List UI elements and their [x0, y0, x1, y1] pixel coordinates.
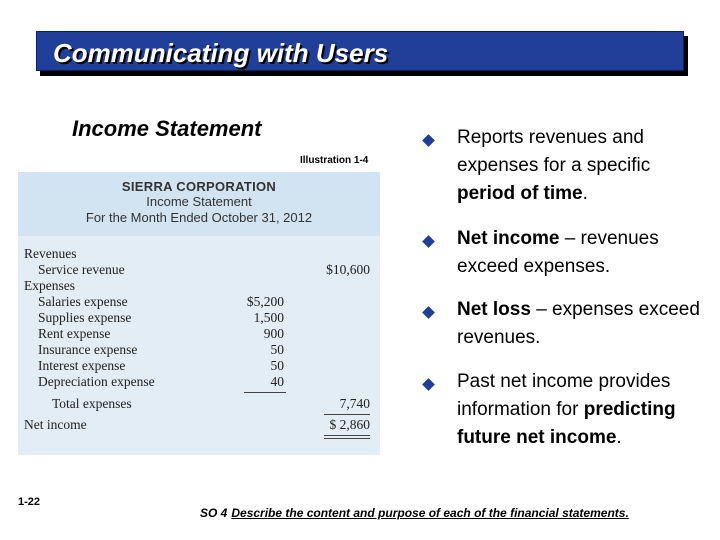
- net-income-amount: $ 2,860: [329, 417, 370, 432]
- revenues-label: Revenues: [24, 246, 77, 261]
- diamond-bullet-icon: [422, 306, 435, 319]
- total-rule: [324, 414, 370, 415]
- bullet-plain-text: – expenses exceed revenues.: [457, 299, 700, 348]
- expense-row: [18, 358, 380, 374]
- expenses-label: Expenses: [24, 278, 75, 293]
- expense-label: Rent expense: [38, 326, 111, 341]
- service-revenue-label: Service revenue: [38, 262, 125, 277]
- bullet-plain-text: Past net income provides information for: [457, 371, 671, 420]
- expense-amount: 50: [270, 342, 284, 357]
- diamond-bullet-icon: [422, 378, 435, 391]
- expense-amount: 40: [270, 374, 284, 389]
- bullet-bold-text: predicting future net income: [457, 399, 676, 448]
- slide-title: Communicating with Users: [53, 38, 389, 68]
- expense-row: [18, 326, 380, 342]
- net-income-label: Net income: [24, 417, 87, 432]
- statement-header: [18, 172, 380, 236]
- expense-row: [18, 342, 380, 358]
- study-objective: [200, 506, 629, 520]
- expense-label: Salaries expense: [38, 294, 128, 309]
- revenues-row: [18, 246, 380, 262]
- expense-row: [18, 310, 380, 326]
- bullet-text: [457, 368, 707, 452]
- bullet-bold-text: Net loss: [457, 299, 531, 320]
- bullet-bold-text: Net income: [457, 228, 560, 249]
- expenses-row: [18, 278, 380, 294]
- bullet-plain-text: Reports revenues and expenses for a specific: [457, 127, 651, 176]
- so-label: SO 4: [200, 506, 228, 520]
- expense-amount: $5,200: [246, 294, 284, 309]
- expense-label: Supplies expense: [38, 310, 132, 325]
- bullet-text: [457, 225, 707, 281]
- statement-name: Income Statement: [146, 194, 252, 209]
- bullet-tail-text: .: [582, 183, 588, 204]
- title-bar: [36, 31, 684, 71]
- double-rule-top: [324, 435, 370, 436]
- net-income-row: [18, 417, 380, 433]
- total-expenses-label: Total expenses: [52, 396, 132, 411]
- so-objective-text: Describe the content and purpose of each of the financial statements.: [231, 506, 629, 520]
- page-number: 1-22: [18, 496, 41, 508]
- bullet-bold-text: period of time: [457, 183, 583, 204]
- expense-amount: 50: [270, 358, 284, 373]
- bullet-text: [457, 296, 707, 352]
- bullet-text: [457, 124, 707, 208]
- illustration-label: Illustration 1-4: [300, 155, 369, 166]
- section-title: Income Statement: [72, 116, 262, 141]
- income-statement: [18, 172, 380, 455]
- company-name: SIERRA CORPORATION: [121, 179, 277, 194]
- expense-row: [18, 294, 380, 310]
- expense-amount: 1,500: [253, 310, 284, 325]
- double-rule-bottom: [324, 438, 370, 439]
- service-revenue-amount: $10,600: [326, 262, 370, 277]
- expense-label: Depreciation expense: [38, 374, 155, 389]
- total-expenses-amount: 7,740: [339, 396, 370, 411]
- expense-row: [18, 374, 380, 390]
- expense-amount: 900: [263, 326, 284, 341]
- bullet-tail-text: .: [616, 427, 622, 448]
- service-revenue-row: [18, 262, 380, 278]
- expense-label: Insurance expense: [38, 342, 138, 357]
- total-expenses-row: [18, 396, 380, 412]
- bullet-plain-text: – revenues exceed expenses.: [457, 228, 659, 277]
- diamond-bullet-icon: [422, 235, 435, 248]
- statement-period: For the Month Ended October 31, 2012: [85, 210, 313, 225]
- diamond-bullet-icon: [422, 134, 435, 147]
- expense-label: Interest expense: [38, 358, 126, 373]
- subtotal-rule: [244, 392, 286, 393]
